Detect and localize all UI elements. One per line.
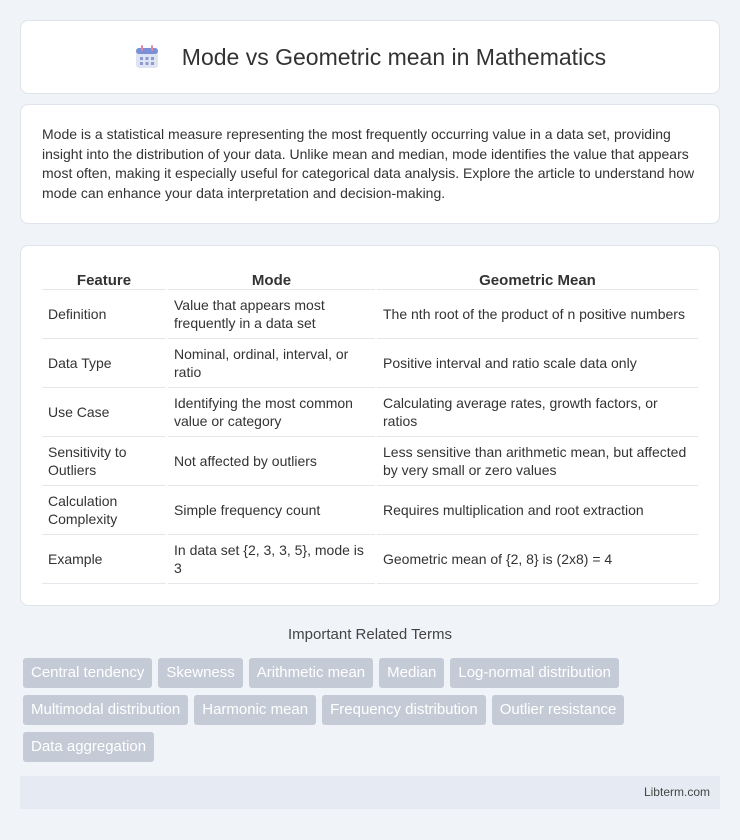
comparison-card (20, 245, 720, 606)
term-tag[interactable]: Central tendency (23, 658, 152, 688)
term-tag[interactable]: Outlier resistance (492, 695, 625, 725)
table-row (42, 387, 698, 436)
term-tag[interactable]: Data aggregation (23, 732, 154, 762)
table-row (42, 289, 698, 338)
comparison-table (42, 266, 698, 584)
header-mode: Mode (167, 266, 376, 289)
term-tag[interactable]: Frequency distribution (322, 695, 486, 725)
row-mode: Not affected by outliers (167, 436, 376, 485)
header-card (20, 20, 720, 94)
row-geometric-mean: The nth root of the product of n positive numbers (376, 289, 698, 338)
header-geometric-mean: Geometric Mean (376, 266, 698, 289)
row-geometric-mean: Calculating average rates, growth factors, or ratios (376, 387, 698, 436)
intro-card (20, 104, 720, 224)
term-tag[interactable]: Median (379, 658, 444, 688)
footer (20, 776, 720, 809)
row-mode: Identifying the most common value or category (167, 387, 376, 436)
table-row (42, 436, 698, 485)
table-row (42, 485, 698, 534)
term-tag[interactable]: Arithmetic mean (249, 658, 373, 688)
term-tag[interactable]: Harmonic mean (194, 695, 316, 725)
page-title: Mode vs Geometric mean in Mathematics (181, 43, 607, 70)
row-mode: Nominal, ordinal, interval, or ratio (167, 338, 376, 387)
row-geometric-mean: Positive interval and ratio scale data only (376, 338, 698, 387)
term-tag[interactable]: Log-normal distribution (450, 658, 619, 688)
footer-link[interactable]: Libterm.com (643, 785, 710, 799)
row-feature: Example (42, 534, 167, 583)
row-geometric-mean: Requires multiplication and root extraction (376, 485, 698, 534)
row-feature: Data Type (42, 338, 167, 387)
term-tag[interactable]: Skewness (158, 658, 242, 688)
row-mode: In data set {2, 3, 3, 5}, mode is 3 (167, 534, 376, 583)
row-mode: Simple frequency count (167, 485, 376, 534)
intro-text: Mode is a statistical measure representing the most frequently occurring value in a data set, providing insight into the distribution of your data. Unlike mean and median, mode identifies the value that appears most often, making it especially useful for categorical data analysis. Explore the article to understand how mode can enhance your data interpretation and decision-making. (42, 126, 695, 201)
table-header-row (42, 266, 698, 289)
row-mode: Value that appears most frequently in a data set (167, 289, 376, 338)
row-feature: Definition (42, 289, 167, 338)
table-row (42, 534, 698, 583)
row-geometric-mean: Geometric mean of {2, 8} is (2x8) = 4 (376, 534, 698, 583)
term-tag[interactable]: Multimodal distribution (23, 695, 188, 725)
row-feature: Use Case (42, 387, 167, 436)
header-feature: Feature (42, 266, 167, 289)
row-feature: Sensitivity to Outliers (42, 436, 167, 485)
row-geometric-mean: Less sensitive than arithmetic mean, but affected by very small or zero values (376, 436, 698, 485)
calendar-icon (134, 44, 160, 70)
row-feature: Calculation Complexity (42, 485, 167, 534)
related-terms-title: Important Related Terms (288, 626, 452, 643)
table-row (42, 338, 698, 387)
related-terms-list (23, 658, 723, 762)
